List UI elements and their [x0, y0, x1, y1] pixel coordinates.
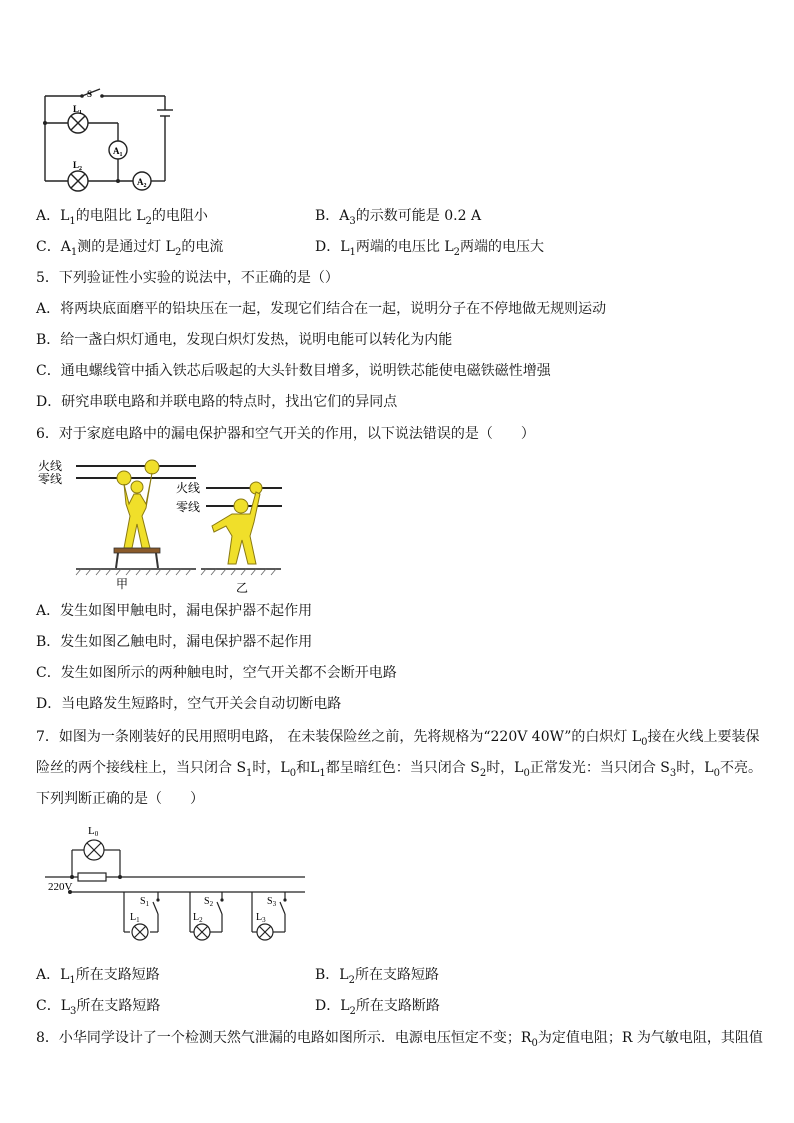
svg-text:S2: $S_2$: [204, 896, 214, 908]
q7-option-b: B．$L_2$所在支路短路: [315, 967, 439, 986]
lamp1-label-q7: L: [130, 912, 137, 923]
svg-text:L1: $L_1$: [130, 912, 140, 924]
stool: [114, 548, 160, 568]
electric-shock-figure: [36, 456, 286, 596]
q8-stem: 8．小华同学设计了一个检测天然气泄漏的电路如图所示．电源电压恒定不变；$R_0$为定值电阻；R 为气敏电阻，其阻值: [36, 1030, 763, 1049]
caption-yi: 乙: [236, 581, 249, 595]
neutral-wire-label-b: 零线: [176, 500, 201, 514]
q4-option-d: D．$L_1$两端的电压比 $L_2$两端的电压大: [315, 239, 545, 258]
live-wire-label-b: 火线: [176, 481, 201, 495]
switch-label: S: [87, 89, 93, 99]
svg-text:L0: L0: [88, 825, 99, 838]
lamp3-label-q7: L: [256, 912, 263, 923]
live-wire-label-a: 火线: [38, 459, 63, 473]
svg-text:A2: $A_2$: [137, 177, 147, 189]
q5-option-c: C．通电螺线管中插入铁芯后吸起的大头针数目增多，说明铁芯能使电磁铁磁性增强: [36, 363, 551, 379]
q5-option-b: B．给一盏白炽灯通电，发现白炽灯发热，说明电能可以转化为内能: [36, 332, 453, 348]
q6-option-d: D．当电路发生短路时，空气开关会自动切断电路: [36, 696, 342, 712]
q5-option-a: A．将两块底面磨平的铅块压在一起，发现它们结合在一起，说明分子在不停地做无规则运动: [36, 301, 607, 317]
lamp2-label: L: [73, 160, 80, 170]
svg-text:S3: $S_3$: [267, 896, 277, 908]
q7-stem-line3: 下列判断正确的是（ ）: [36, 791, 204, 807]
caption-jia: 甲: [116, 577, 129, 591]
q5-option-d: D．研究串联电路和并联电路的特点时，找出它们的异同点: [36, 394, 398, 410]
lamp1-label: L: [73, 104, 80, 114]
svg-text:S1: $S_1$: [140, 896, 150, 908]
q6-option-c: C．发生如图所示的两种触电时，空气开关都不会断开电路: [36, 665, 397, 681]
neutral-wire-label-a: 零线: [38, 472, 63, 486]
person-a: [117, 460, 159, 548]
ammeter1-label: A: [113, 146, 120, 156]
q4-option-b: B．$A_3$的示数可能是 0.2 A: [315, 208, 482, 227]
svg-text:L2: $L_2$: [73, 160, 83, 172]
svg-text:L3: $L_3$: [256, 912, 266, 924]
circuit-figure-q4: [40, 86, 180, 196]
q4-option-a: A．$L_1$的电阻比 $L_2$的电阻小: [36, 208, 208, 227]
person-b: [212, 482, 262, 564]
q7-stem-line2: 险丝的两个接线柱上，当只闭合 $S_1$时，$L_0$和$L_1$都呈暗红色：当只闭合 $S_2$时，$L_0$正常发光：当只闭合 $S_3$时，$L_0$不亮。: [36, 760, 762, 779]
q4-option-c: C．$A_1$测的是通过灯 $L_2$的电流: [36, 239, 224, 258]
q5-stem: 5．下列验证性小实验的说法中，不正确的是（）: [36, 270, 339, 286]
q7-option-a: A．$L_1$所在支路短路: [36, 967, 160, 986]
q6-option-a: A．发生如图甲触电时，漏电保护器不起作用: [36, 603, 313, 619]
q7-option-d: D．$L_2$所在支路断路: [315, 998, 440, 1017]
svg-text:A1: $A_1$: [113, 146, 123, 158]
l0-label: L: [88, 825, 95, 837]
svg-text:L2: $L_2$: [193, 912, 203, 924]
s1-label: S: [140, 896, 146, 907]
q7-stem-line1: 7．如图为一条刚装好的民用照明电路， 在未装保险丝之前，先将规格为“220V 40W”的白炽灯 $L_0$接在火线上要装保: [36, 729, 760, 748]
svg-text:L1: $L_1$: [73, 104, 83, 116]
q7-option-c: C．$L_3$所在支路短路: [36, 998, 161, 1017]
ammeter2-label: A: [137, 177, 144, 187]
lamp2-label-q7: L: [193, 912, 200, 923]
circuit-figure-q7: [40, 822, 310, 947]
q6-stem: 6．对于家庭电路中的漏电保护器和空气开关的作用，以下说法错误的是（ ）: [36, 426, 535, 442]
s3-label: S: [267, 896, 273, 907]
s2-label: S: [204, 896, 210, 907]
q6-option-b: B．发生如图乙触电时，漏电保护器不起作用: [36, 634, 313, 650]
voltage-label: 220V: [48, 881, 73, 893]
